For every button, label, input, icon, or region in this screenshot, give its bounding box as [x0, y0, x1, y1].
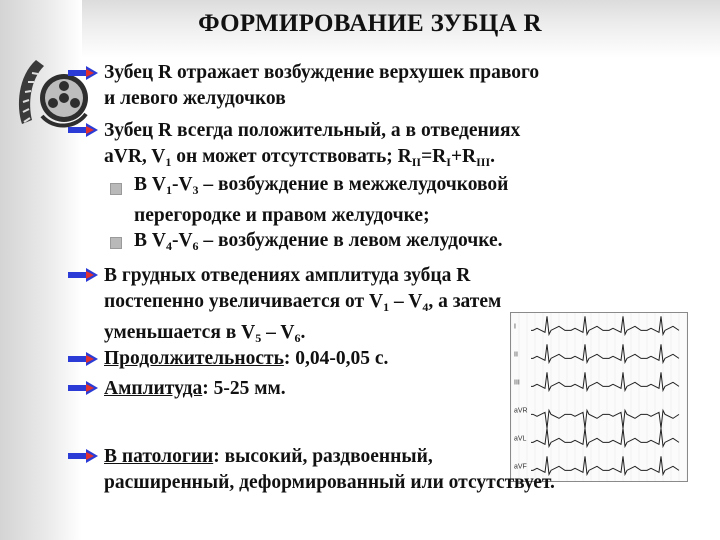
- duration-line: [104, 346, 388, 372]
- pathology-label: В патологии: [104, 446, 214, 467]
- text-span: – возбуждение в левом желудочке.: [198, 230, 503, 251]
- arrow-bullet-icon: [68, 352, 98, 366]
- text-span: уменьшается в V: [104, 322, 256, 343]
- subscript: 1: [165, 155, 172, 169]
- subscript: 1: [383, 300, 390, 314]
- text-span: он может отсутствовать; R: [171, 146, 412, 167]
- text-line: Зубец R отражает возбуждение верхушек правого: [104, 62, 540, 83]
- ecg-trace: [531, 316, 679, 334]
- text-span: В V: [134, 174, 166, 195]
- slide-title: ФОРМИРОВАНИЕ ЗУБЦА R: [198, 10, 542, 37]
- ecg-lead-label: II: [514, 351, 518, 359]
- text-line: [134, 172, 508, 203]
- arrow-bullet-icon: [68, 381, 98, 395]
- subscript: II: [411, 155, 422, 169]
- duration-label: Продолжительность: [104, 348, 284, 369]
- text-line: перегородке и правом желудочке;: [134, 205, 430, 226]
- text-span: -V: [171, 230, 193, 251]
- text-span: постепенно увеличивается от V: [104, 291, 384, 312]
- paragraph-chest-leads: [104, 263, 501, 351]
- ecg-trace: [531, 410, 679, 428]
- subbullet-v4-v6: [134, 228, 503, 259]
- ecg-trace: [531, 344, 679, 362]
- text-line: [104, 144, 520, 175]
- text-line: и левого желудочков: [104, 88, 286, 109]
- text-span: =R: [421, 146, 447, 167]
- text-span: .: [300, 322, 306, 343]
- paragraph-r-wave-positive: [104, 118, 520, 175]
- text-span: – V: [389, 291, 423, 312]
- square-bullet-icon: [110, 183, 122, 195]
- subscript: 1: [165, 183, 172, 197]
- ecg-lead-label: III: [514, 379, 520, 387]
- text-span: .: [490, 146, 496, 167]
- text-span: -V: [171, 174, 193, 195]
- ecg-trace: [531, 372, 679, 390]
- amplitude-label: Амплитуда: [104, 378, 203, 399]
- subscript: III: [476, 155, 491, 169]
- text-line: В грудных отведениях амплитуда зубца R: [104, 265, 471, 286]
- amplitude-line: [104, 376, 286, 402]
- text-span: : высокий, раздвоенный,: [213, 446, 433, 467]
- subbullet-v1-v3: [134, 172, 508, 229]
- text-line: расширенный, деформированный или отсутствует.: [104, 472, 555, 493]
- subscript: 5: [255, 331, 262, 345]
- subscript: I: [446, 155, 451, 169]
- ecg-lead-label: aVF: [514, 463, 527, 471]
- text-span: , а затем: [428, 291, 502, 312]
- text-span: – V: [261, 322, 295, 343]
- square-bullet-icon: [110, 237, 122, 249]
- text-span: – возбуждение в межжелудочковой: [198, 174, 509, 195]
- subscript: 4: [422, 300, 429, 314]
- subscript: 4: [165, 239, 172, 253]
- ecg-lead-label: aVL: [514, 435, 527, 443]
- text-span: +R: [450, 146, 477, 167]
- subscript: 6: [192, 239, 199, 253]
- paragraph-r-wave-apex: [104, 60, 539, 112]
- text-line: Зубец R всегда положительный, а в отведениях: [104, 120, 521, 141]
- text-line: [104, 289, 501, 320]
- ecg-lead-label: I: [514, 323, 516, 331]
- arrow-bullet-icon: [68, 449, 98, 463]
- text-span: aVR, V: [104, 146, 166, 167]
- arrow-bullet-icon: [68, 66, 98, 80]
- ecg-lead-label: aVR: [514, 407, 528, 415]
- subscript: 3: [192, 183, 199, 197]
- paragraph-pathology: [104, 444, 555, 496]
- text-span: В V: [134, 230, 166, 251]
- subscript: 6: [294, 331, 301, 345]
- arrow-bullet-icon: [68, 123, 98, 137]
- duration-value: : 0,04-0,05 с.: [283, 348, 389, 369]
- text-line: [134, 228, 503, 259]
- amplitude-value: : 5-25 мм.: [202, 378, 286, 399]
- arrow-bullet-icon: [68, 268, 98, 282]
- text-line: [104, 444, 555, 470]
